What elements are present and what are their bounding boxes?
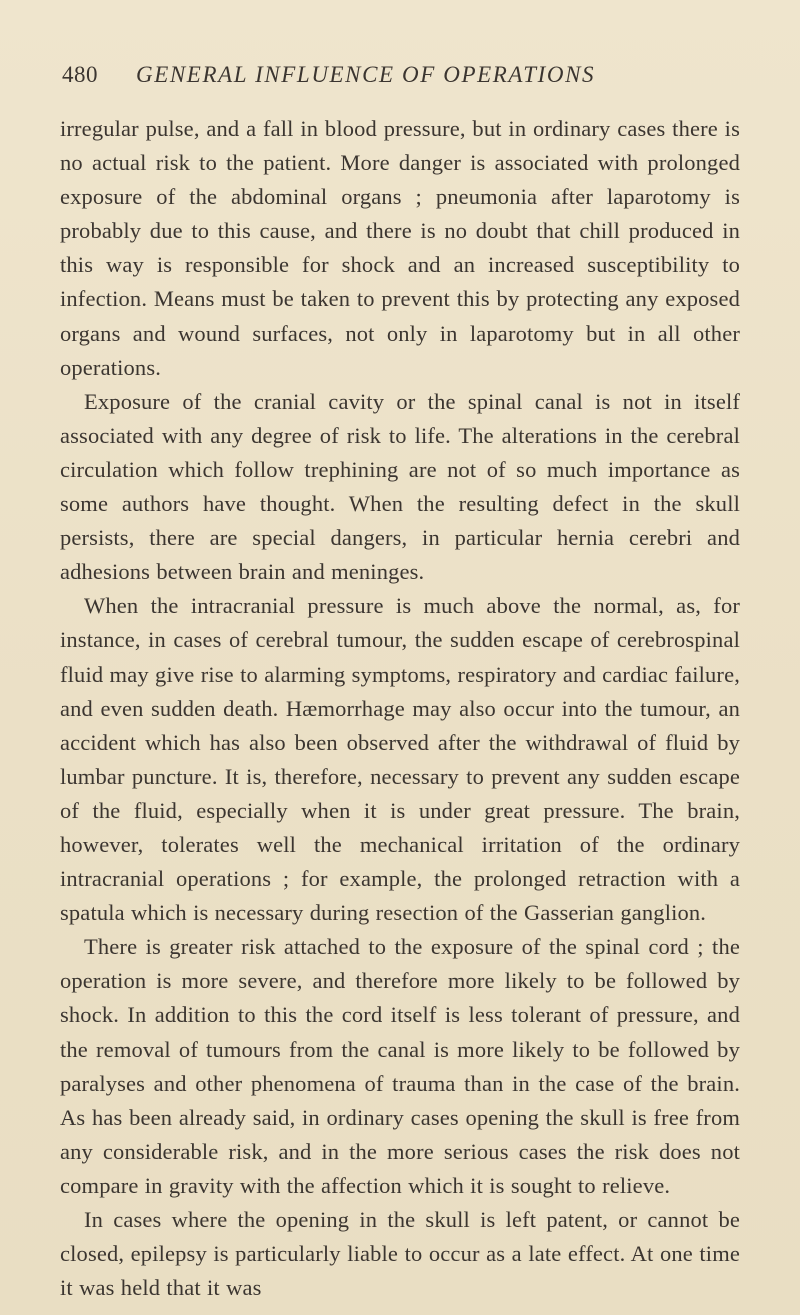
paragraph-intracranial-pressure: When the intracranial pressure is much above the normal, as, for instance, in cases of cerebral tumour, the sudden escape of cerebrospinal fluid may give rise to alarming symptoms, respiratory and cardiac failure, and even sudden death. Hæmorrhage may also occur into the tumour, an accident which has also been observed after the withdrawal of fluid by lumbar puncture. It is, therefore, necessary to prevent any sudden escape of the fluid, especially when it is under great pressure. The brain, however, tolerates well the mechanical irritation of the ordinary intracranial operations ; for example, the prolonged retraction with a spatula which is necessary during resection of the Gasserian ganglion. [60,593,740,926]
page-number: 480 [62,62,98,87]
paragraph-cranial-exposure: Exposure of the cranial cavity or the spinal canal is not in itself associated with any degree of risk to life. The alterations in the cerebral circulation which follow trephining are not of so much importance as some authors have thought. When the resulting defect in the skull persists, there are special dangers, in particular hernia cerebri and adhesions between brain and meninges. [60,388,740,585]
paragraph-epilepsy: In cases where the opening in the skull is left patent, or cannot be closed, epilepsy is particularly liable to occur as a late effect. At one time it was held that it was [60,1207,740,1301]
running-title: GENERAL INFLUENCE OF OPERATIONS [136,62,596,87]
paragraph-continued: irregular pulse, and a fall in blood pressure, but in ordinary cases there is no actual risk to the patient. More danger is associated with prolonged exposure of the abdominal organs ; pneumonia after laparotomy is probably due to this cause, and there is no doubt that chill produced in this way is responsible for shock and an increased susceptibility to infection. Means must be taken to prevent this by protecting any exposed organs and wound surfaces, not only in laparotomy but in all other operations. [60,116,740,380]
running-header [62,62,740,102]
paragraph-spinal-cord: There is greater risk attached to the exposure of the spinal cord ; the operation is more severe, and therefore more likely to be followed by shock. In addition to this the cord itself is less tolerant of pressure, and the removal of tumours from the canal is more likely to be followed by paralyses and other phenomena of trauma than in the case of the brain. As has been already said, in ordinary cases opening the skull is free from any considerable risk, and in the more serious cases the risk does not compare in gravity with the affection which it is sought to relieve. [60,934,740,1198]
body-text [60,112,740,1305]
